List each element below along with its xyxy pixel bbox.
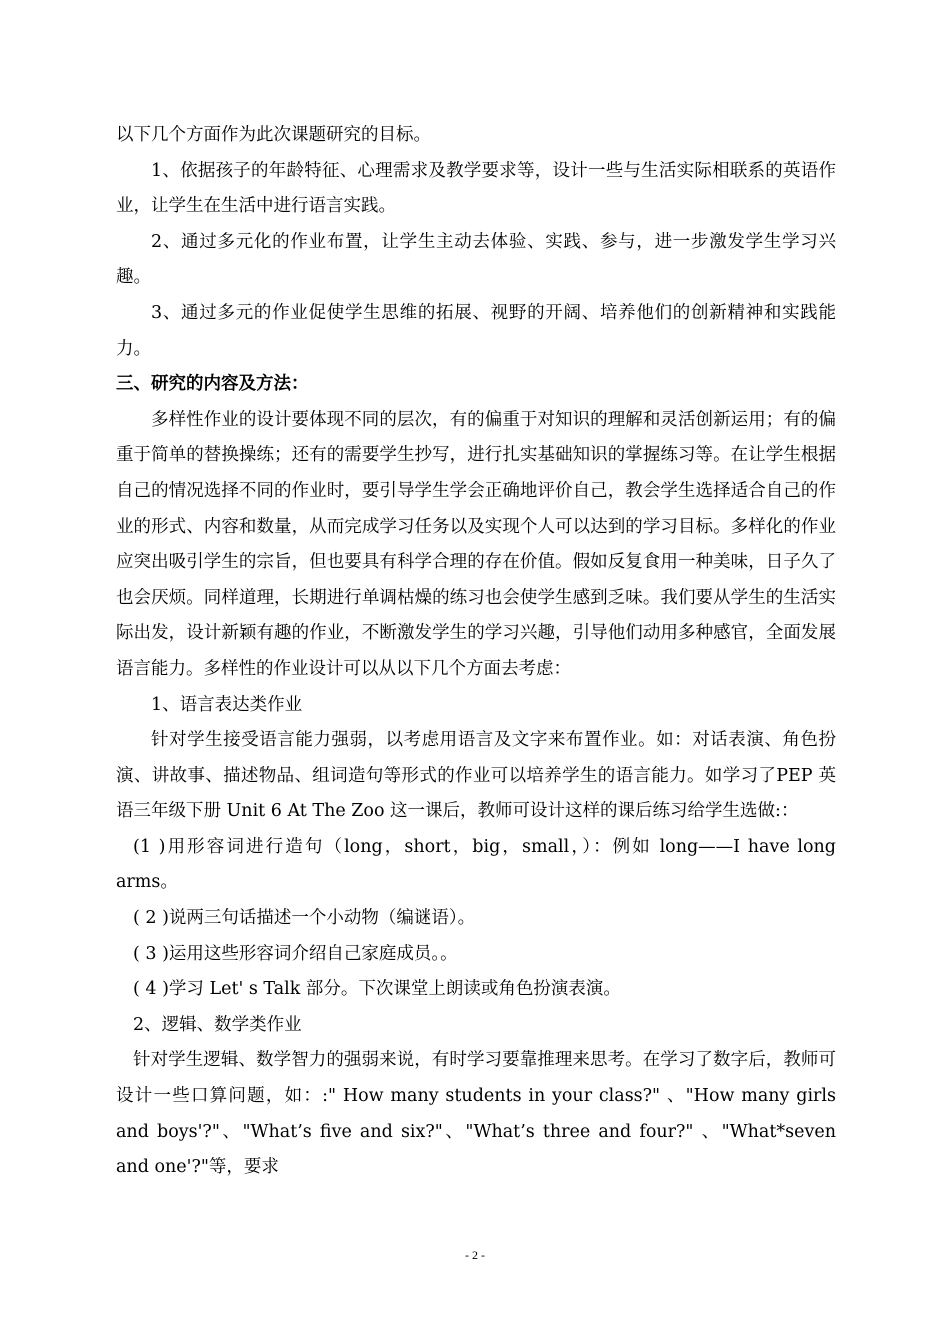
paragraph-diverse-homework: 多样性作业的设计要体现不同的层次，有的偏重于对知识的理解和灵活创新运用；有的偏重于简单的替换操练；还有的需要学生抄写，进行扎实基础知识的掌握练习等。在让学生根据自己的情况选择不同的作业时，要引导学生学会正确地评价自己，教会学生选择适合自己的作业的形式、内容和数量，从而完成学习任务以及实现个人可以达到的学习目标。多样化的作业应突出吸引学生的宗旨，但也要具有科学合理的存在价值。假如反复食用一种美味，日子久了也会厌烦。同样道理，长期进行单调枯燥的练习也会使学生感到乏味。我们要从学生的生活实际出发，设计新颖有趣的作业，不断激发学生的学习兴趣，引导他们动用多种感官，全面发展语言能力。多样性的作业设计可以从以下几个方面去考虑： xyxy=(116,409,836,679)
paragraph-goals-intro: 以下几个方面作为此次课题研究的目标。 xyxy=(116,125,431,145)
paragraph-logic-math-homework: 针对学生逻辑、数学智力的强弱来说，有时学习要靠推理来思考。在学习了数字后，教师可设计一些口算问题，如：:" How many students in your class?" 、"How many girls and boys'?"、"What’s five and six?"、"What’s three and four?" 、"What*seven and one'?"等，要求 xyxy=(116,1050,836,1178)
section-heading-content-methods: 三、研究的内容及方法： xyxy=(116,374,309,395)
subheading-logic-math-homework: 2、逻辑、数学类作业 xyxy=(133,1014,302,1035)
paragraph-goal-2: 2、通过多元化的作业布置，让学生主动去体验、实践、参与，进一步激发学生学习兴趣。 xyxy=(116,231,836,288)
list-item-4: ( 4 )学习 Let' s Talk 部分。下次课堂上朗读或角色扮演表演。 xyxy=(133,979,621,1000)
subheading-language-homework: 1、语言表达类作业 xyxy=(151,694,303,715)
paragraph-goal-1: 1、依据孩子的年龄特征、心理需求及教学要求等，设计一些与生活实际相联系的英语作业，让学生在生活中进行语言实践。 xyxy=(116,160,836,217)
page-body xyxy=(116,118,836,1186)
list-item-3: ( 3 )运用这些形容词介绍自己家庭成员。。 xyxy=(133,943,458,964)
page-number: - 2 - xyxy=(465,1248,485,1262)
list-item-2: ( 2 )说两三句话描述一个小动物（编谜语）。 xyxy=(133,908,476,929)
list-item-1: (1 )用形容词进行造句（long，short，big，small，）：例如 long——I have long arms。 xyxy=(116,836,836,893)
paragraph-language-homework: 针对学生接受语言能力强弱，以考虑用语言及文字来布置作业。如：对话表演、角色扮演、讲故事、描述物品、组词造句等形式的作业可以培养学生的语言能力。如学习了PEP 英语三年级下册 Unit 6 At The Zoo 这一课后，教师可设计这样的课后练习给学生选做:： xyxy=(116,730,836,822)
paragraph-goal-3: 3、通过多元的作业促使学生思维的拓展、视野的开阔、培养他们的创新精神和实践能力。 xyxy=(116,302,836,359)
